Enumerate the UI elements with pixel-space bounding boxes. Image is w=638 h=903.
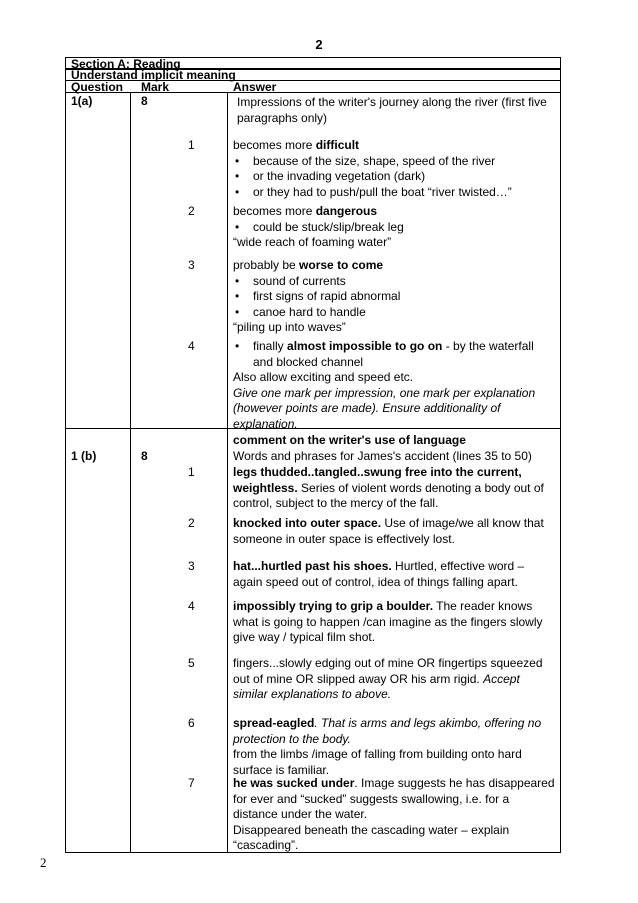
q1b-i4-bold: impossibly trying to grip a boulder. xyxy=(233,599,434,613)
page-number-top: 2 xyxy=(315,37,323,52)
q1a-p3-bold: worse to come xyxy=(299,258,384,272)
table-left-border xyxy=(65,80,66,852)
q1a-p3-lead: probably be xyxy=(233,258,300,272)
q1b-item-4 xyxy=(233,599,555,646)
q1a-p1-lead: becomes more xyxy=(233,138,316,152)
q1b-item-3 xyxy=(233,559,555,590)
q1a-point-4 xyxy=(233,339,555,433)
table-right-border xyxy=(560,80,561,852)
q1b-i7-text: . Image suggests he has disappeared for ever and “sucked” suggests swallowing, i.e. for a distance under the water. xyxy=(233,776,555,822)
q1b-i5-text: fingers...slowly edging out of mine OR fingertips squeezed out of mine OR slipped away OR his arm rigid. xyxy=(233,656,543,686)
q1a-marking-note: Give one mark per impression, one mark per explanation (however points are made). Ensure additionality of explanation. xyxy=(233,385,536,431)
q1b-item-1 xyxy=(233,465,555,512)
q1b-item-5 xyxy=(233,656,555,703)
q1a-point-3-number: 3 xyxy=(188,258,195,272)
list-item: • or the invading vegetation (dark) xyxy=(233,169,555,185)
q1a-p4-lead: finally xyxy=(253,339,288,353)
q1b-i2-text: Use of image/we all know that someone in outer space is effectively lost. xyxy=(233,516,544,546)
q1b-i1-text: Series of violent words denoting a body out of control, subject to the mercy of the fall. xyxy=(233,480,544,511)
q1b-heading: comment on the writer's use of language xyxy=(233,433,466,447)
q1a-p4-bold: almost impossible to go on xyxy=(287,339,443,353)
list-item: • sound of currents xyxy=(233,274,555,290)
q1b-item-6 xyxy=(233,716,555,778)
list-item: • because of the size, shape, speed of the river xyxy=(233,154,555,170)
q1a-intro: Impressions of the writer's journey along the river (first five paragraphs only) xyxy=(237,95,547,125)
q1b-i7-bold: he was sucked under xyxy=(233,776,355,790)
q1b-item-5-number: 5 xyxy=(188,656,195,670)
q1b-item-7-number: 7 xyxy=(188,776,195,790)
q1a-point-3 xyxy=(233,258,555,336)
header-row-divider xyxy=(65,92,561,93)
page-number-bottom: 2 xyxy=(40,855,47,870)
q1a-p1-bold: difficult xyxy=(315,138,360,152)
q1a-point-4-number: 4 xyxy=(188,339,195,353)
q1a-p4-rest: - by the waterfall and blocked channel xyxy=(253,339,534,369)
list-item: • canoe hard to handle xyxy=(233,305,555,321)
q1a-p4-also: Also allow exciting and speed etc. xyxy=(233,370,414,385)
col-divider-question xyxy=(130,92,131,852)
q1a-p3-quote: “piling up into waves” xyxy=(233,320,346,335)
q1b-i6-bold: spread-eagled xyxy=(233,716,315,730)
q1b-i7-text2: Disappeared beneath the cascading water – explain “cascading”. xyxy=(233,822,510,853)
question-1a-mark: 8 xyxy=(141,94,148,108)
section-title: Section A: Reading xyxy=(65,57,561,70)
q1b-i3-bold: hat...hurtled past his shoes. xyxy=(233,559,392,573)
q1b-item-2 xyxy=(233,516,555,547)
q1a-point-2 xyxy=(233,204,555,251)
question-1b-mark: 8 xyxy=(141,449,148,463)
q1a-p2-lead: becomes more xyxy=(233,204,316,218)
col-divider-mark xyxy=(227,92,228,852)
q1b-item-4-number: 4 xyxy=(188,599,195,613)
q1a-point-1-number: 1 xyxy=(188,138,195,152)
header-question: Question xyxy=(71,80,124,94)
q1a-point-1 xyxy=(233,138,555,200)
q1b-i1-bold: legs thudded..tangled..swung free into the current, weightless. xyxy=(233,465,522,495)
q1b-i3-text: Hurtled, effective word – again speed out of control, idea of things falling apart. xyxy=(233,559,525,589)
q1b-item-6-number: 6 xyxy=(188,716,195,730)
q1b-i2-bold: knocked into outer space. xyxy=(233,516,382,530)
q1b-item-3-number: 3 xyxy=(188,559,195,573)
q1b-i4-text: The reader knows what is going to happen /can imagine as the fingers slowly give way / typical film shot. xyxy=(233,599,543,645)
q1b-i5-italic: Accept similar explanations to above. xyxy=(233,671,520,702)
list-item xyxy=(233,339,555,370)
q1b-i6-text: from the limbs /image of falling from building onto hard surface is familiar. xyxy=(233,747,522,777)
section-subtitle: Understand implicit meaning xyxy=(65,68,561,81)
q1a-p2-quote: “wide reach of foaming water” xyxy=(233,235,392,250)
list-item: • or they had to push/pull the boat “river twisted…” xyxy=(233,185,555,201)
header-answer: Answer xyxy=(233,80,277,94)
q1b-subheading: Words and phrases for James's accident (lines 35 to 50) xyxy=(233,448,532,463)
q1b-item-2-number: 2 xyxy=(188,516,195,530)
q1b-i6-italic: . That is arms and legs akimbo, offering no protection to the body. xyxy=(233,716,542,746)
header-mark: Mark xyxy=(141,80,170,94)
list-item: • first signs of rapid abnormal xyxy=(233,289,555,305)
question-1b-label: 1 (b) xyxy=(71,449,97,463)
q1a-p2-bold: dangerous xyxy=(315,204,378,218)
question-1a-label: 1(a) xyxy=(71,94,93,108)
q1b-heading-block xyxy=(233,433,555,464)
q1b-item-1-number: 1 xyxy=(188,465,195,479)
list-item: • could be stuck/slip/break leg xyxy=(233,220,555,236)
q1a-point-2-number: 2 xyxy=(188,204,195,218)
q1b-item-7 xyxy=(233,776,555,854)
